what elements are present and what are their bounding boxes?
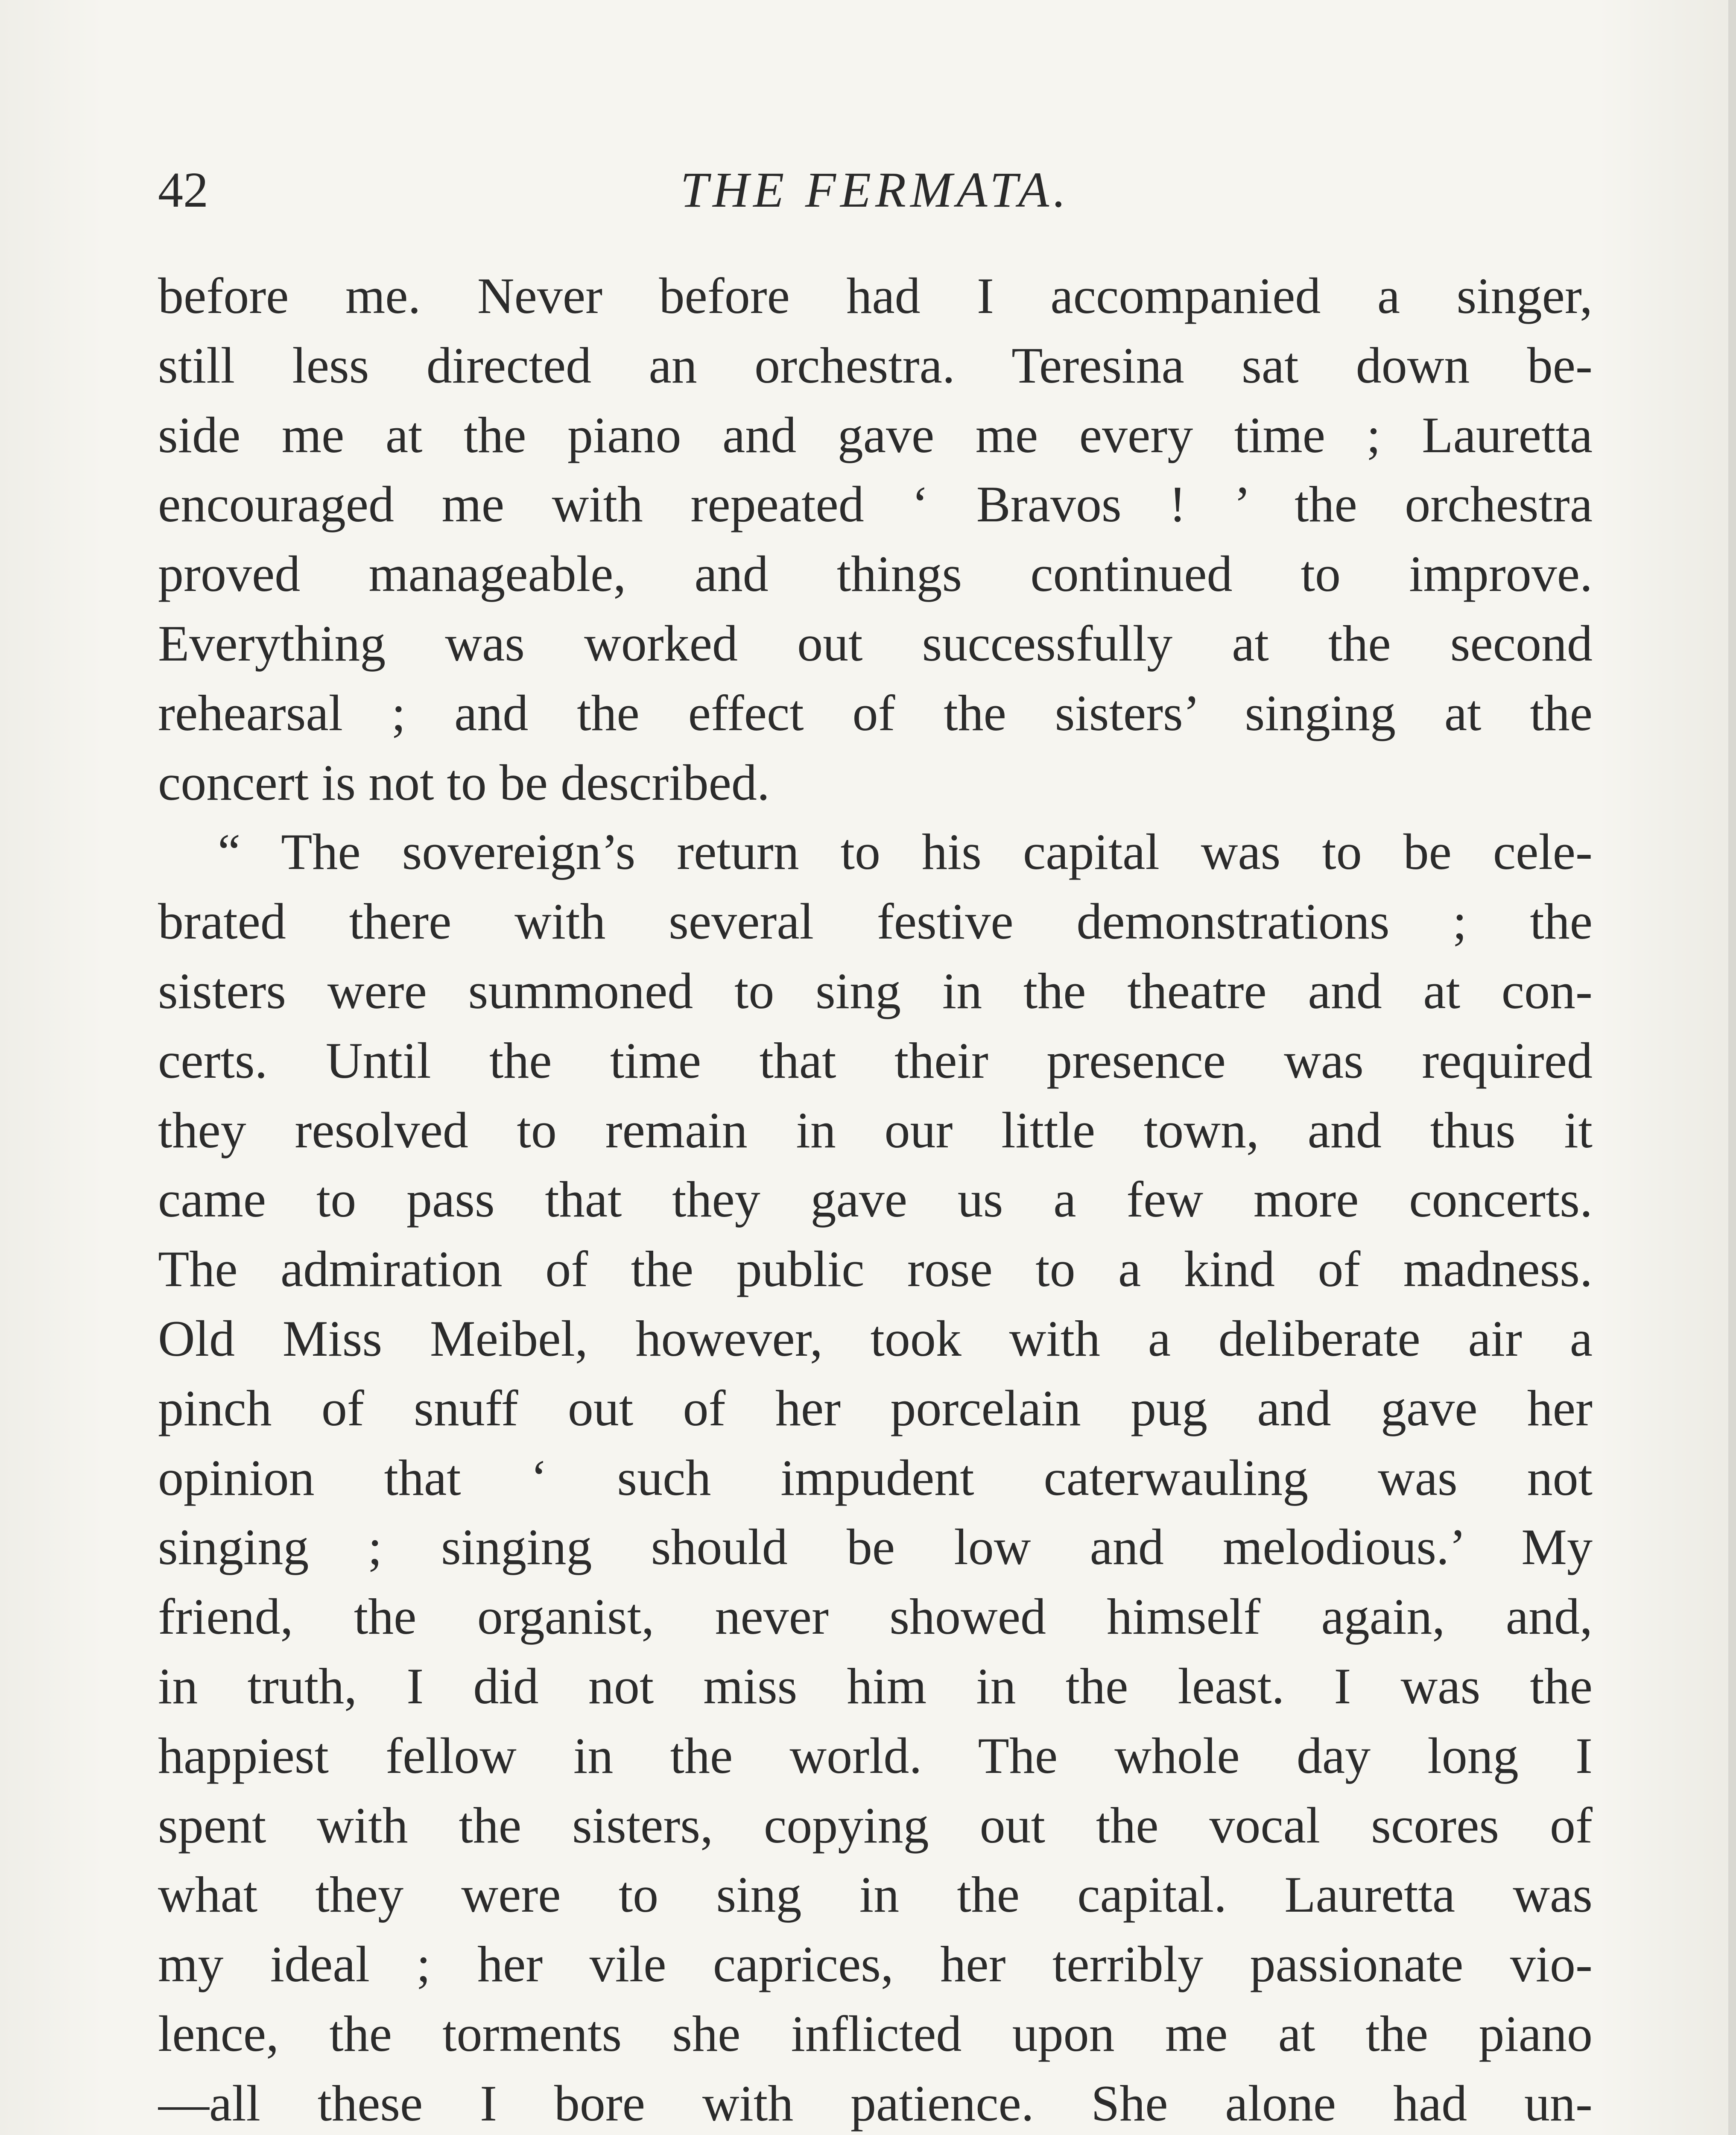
- text-line: sisters were summoned to sing in the theatre and at con-: [158, 962, 1593, 1019]
- text-line: singing ; singing should be low and melodious.’ My: [158, 1518, 1593, 1576]
- text-line: in truth, I did not miss him in the least. I was the: [158, 1657, 1593, 1714]
- text-line: “ The sovereign’s return to his capital was to be cele-: [218, 823, 1593, 880]
- text-line: Old Miss Meibel, however, took with a deliberate air a: [158, 1310, 1593, 1367]
- running-title: THE FERMATA.: [680, 162, 1070, 218]
- text-line: happiest fellow in the world. The whole day long I: [158, 1727, 1593, 1784]
- page-edge: [1728, 0, 1736, 2135]
- text-line: concert is not to be described.: [158, 754, 770, 811]
- text-line: encouraged me with repeated ‘ Bravos ! ’ the orchestra: [158, 476, 1593, 533]
- text-line: proved manageable, and things continued to improve.: [158, 545, 1593, 602]
- text-line: brated there with several festive demonstrations ; the: [158, 893, 1593, 950]
- text-line: rehearsal ; and the effect of the sisters’ singing at the: [158, 684, 1593, 741]
- text-line: still less directed an orchestra. Teresina sat down be-: [158, 336, 1593, 394]
- text-line: they resolved to remain in our little town, and thus it: [158, 1101, 1593, 1158]
- text-line: certs. Until the time that their presence was required: [158, 1032, 1593, 1089]
- text-line: my ideal ; her vile caprices, her terribly passionate vio-: [158, 1936, 1593, 1993]
- text-line: friend, the organist, never showed himself again, and,: [158, 1588, 1593, 1645]
- text-line: —all these I bore with patience. She alone had un-: [158, 2074, 1593, 2132]
- text-line: The admiration of the public rose to a kind of madness.: [158, 1240, 1593, 1298]
- text-line: Everything was worked out successfully at the second: [158, 614, 1593, 672]
- text-line: pinch of snuff out of her porcelain pug and gave her: [158, 1379, 1593, 1436]
- text-line: side me at the piano and gave me every time ; Lauretta: [158, 406, 1593, 463]
- page-header: [158, 154, 1593, 226]
- page-number: 42: [158, 162, 208, 218]
- body-text: [158, 261, 1593, 2135]
- text-line: spent with the sisters, copying out the vocal scores of: [158, 1796, 1593, 1854]
- text-line: opinion that ‘ such impudent caterwauling was not: [158, 1449, 1593, 1506]
- text-line: lence, the torments she inflicted upon me at the piano: [158, 2005, 1593, 2062]
- text-line: before me. Never before had I accompanied a singer,: [158, 267, 1593, 324]
- text-line: what they were to sing in the capital. Lauretta was: [158, 1866, 1593, 1923]
- text-line: came to pass that they gave us a few more concerts.: [158, 1171, 1593, 1228]
